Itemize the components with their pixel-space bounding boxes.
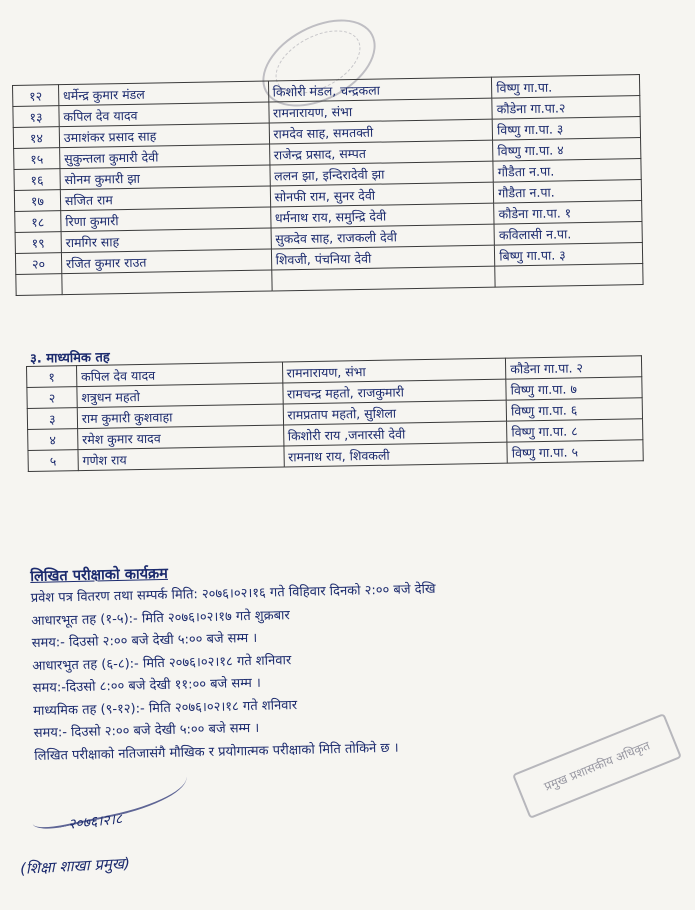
parents-name-cell: शिवजी, पंचनिया देवी xyxy=(271,245,495,270)
candidate-name-cell: रजित कुमार राउत xyxy=(61,249,271,274)
parents-name-cell: रामनारायण, संभा xyxy=(282,358,506,383)
candidate-name-cell: कपिल देव यादव xyxy=(59,102,269,127)
serial-cell: २ xyxy=(27,387,77,409)
candidate-name-cell: सुकुन्तला कुमारी देवी xyxy=(60,144,270,169)
program-line: माध्यमिक तह (९-१२):- मिति २०७६।०२।१८ गते शनिवार xyxy=(33,697,298,719)
candidate-name-cell: धर्मेन्द्र कुमार मंडल xyxy=(58,81,268,106)
program-line: आधारभुत तह (६-८):- मिति २०७६।०२।१८ गते शनिवार xyxy=(32,652,292,674)
program-line: समय:- दिउसो २:०० बजे देखी ५:०० बजे सम्म । xyxy=(33,720,260,741)
candidate-name-cell: राम कुमारी कुशवाहा xyxy=(77,404,283,429)
candidate-name-cell xyxy=(62,270,272,295)
serial-cell: १९ xyxy=(15,232,61,254)
candidate-name-cell: रिणा कुमारी xyxy=(61,207,271,232)
parents-name-cell: किशोरी मंडल, चन्द्रकला xyxy=(268,77,492,102)
exam-program xyxy=(30,552,654,768)
parents-name-cell: राजेन्द्र प्रसाद, सम्पत xyxy=(269,140,493,165)
address-cell: विष्णु गा.पा. ८ xyxy=(507,419,643,442)
serial-cell: ४ xyxy=(28,429,78,451)
officer-label: (शिक्षा शाखा प्रमुख) xyxy=(19,854,131,878)
candidate-name-cell: सजित राम xyxy=(60,186,270,211)
parents-name-cell: ललन झा, इन्दिरादेवी झा xyxy=(269,161,493,186)
serial-cell: १२ xyxy=(13,85,59,107)
parents-name-cell: किशोरी राय ,जनारसी देवी xyxy=(283,421,507,446)
program-line: आधारभूत तह (१-५):- मिति २०७६।०२।१७ गते शुक्रबार xyxy=(31,607,290,629)
address-cell: बिष्णु गा.पा. ३ xyxy=(495,243,643,267)
signature-date: २०७६।२।८ xyxy=(67,811,124,833)
program-line: समय:- दिउसो २:०० बजे देखी ५:०० बजे सम्म । xyxy=(31,630,258,651)
address-cell: विष्णु गा.पा. xyxy=(492,75,640,99)
program-line: प्रवेश पत्र वितरण तथा सम्पर्क मिति: २०७६।०२।१६ गते विहिवार दिनको २:०० बजे देखि xyxy=(30,581,436,606)
address-cell: कौडेना गा.पा. १ xyxy=(494,201,642,225)
serial-cell: ३ xyxy=(27,408,77,430)
parents-name-cell: सोनफी राम, सुनर देवी xyxy=(270,182,494,207)
candidate-name-cell: सोनम कुमारी झा xyxy=(60,165,270,190)
parents-name-cell: रामप्रताप महतो, सुशिला xyxy=(283,400,507,425)
address-cell: कौडेना गा.पा.२ xyxy=(492,96,640,120)
candidate-name-cell: शत्रुधन महतो xyxy=(77,383,283,408)
serial-cell xyxy=(16,274,62,296)
candidate-table-basic-level xyxy=(12,74,644,296)
address-cell: विष्णु गा.पा. ५ xyxy=(507,440,643,463)
serial-cell: १३ xyxy=(13,106,59,128)
address-cell: गौडैता न.पा. xyxy=(493,159,641,183)
candidate-name-cell: रामगिर साह xyxy=(61,228,271,253)
serial-cell: १८ xyxy=(15,211,61,233)
address-cell: कविलासी न.पा. xyxy=(494,222,642,246)
candidate-name-cell: रमेश कुमार यादव xyxy=(77,425,283,450)
address-cell: विष्णु गा.पा. ७ xyxy=(506,377,642,400)
program-line: लिखित परीक्षाको नतिजासंगै मौखिक र प्रयोगात्मक परीक्षाको मिति तोकिने छ । xyxy=(34,740,399,764)
serial-cell: १ xyxy=(27,366,77,388)
address-cell: गौडैता न.पा. xyxy=(493,180,641,204)
address-cell: विष्णु गा.पा. ६ xyxy=(506,398,642,421)
candidate-name-cell: कपिल देव यादव xyxy=(76,362,282,387)
candidate-name-cell: गणेश राय xyxy=(78,446,284,471)
candidate-name-cell: उमाशंकर प्रसाद साह xyxy=(59,123,269,148)
serial-cell: ५ xyxy=(28,450,78,472)
official-stamp: प्रमुख प्रशासकीय अधिकृत xyxy=(512,713,682,819)
serial-cell: १७ xyxy=(14,190,60,212)
program-line: समय:-दिउसो ८:०० बजे देखी ११:०० बजे सम्म । xyxy=(32,675,262,696)
parents-name-cell: सुकदेव साह, राजकली देवी xyxy=(271,224,495,249)
parents-name-cell xyxy=(271,266,495,291)
exam-program-title: लिखित परीक्षाको कार्यक्रम xyxy=(30,565,169,585)
serial-cell: १५ xyxy=(14,148,60,170)
address-cell: विष्णु गा.पा. ४ xyxy=(493,138,641,162)
serial-cell: १६ xyxy=(14,169,60,191)
serial-cell: २० xyxy=(15,253,61,275)
parents-name-cell: धर्मनाथ राय, समुन्द्रि देवी xyxy=(270,203,494,228)
address-cell: कौडेना गा.पा. २ xyxy=(506,356,642,379)
parents-name-cell: रामनारायण, संभा xyxy=(268,98,492,123)
serial-cell: १४ xyxy=(13,127,59,149)
parents-name-cell: रामनाथ राय, शिवकली xyxy=(283,442,507,467)
parents-name-cell: रामदेव साह, समतक्ती xyxy=(269,119,493,144)
address-cell xyxy=(495,264,643,288)
parents-name-cell: रामचन्द्र महतो, राजकुमारी xyxy=(282,379,506,404)
address-cell: विष्णु गा.पा. ३ xyxy=(492,117,640,141)
section-title-secondary: ३. माध्यमिक तह xyxy=(29,350,110,367)
candidate-table-secondary-level xyxy=(26,355,644,472)
